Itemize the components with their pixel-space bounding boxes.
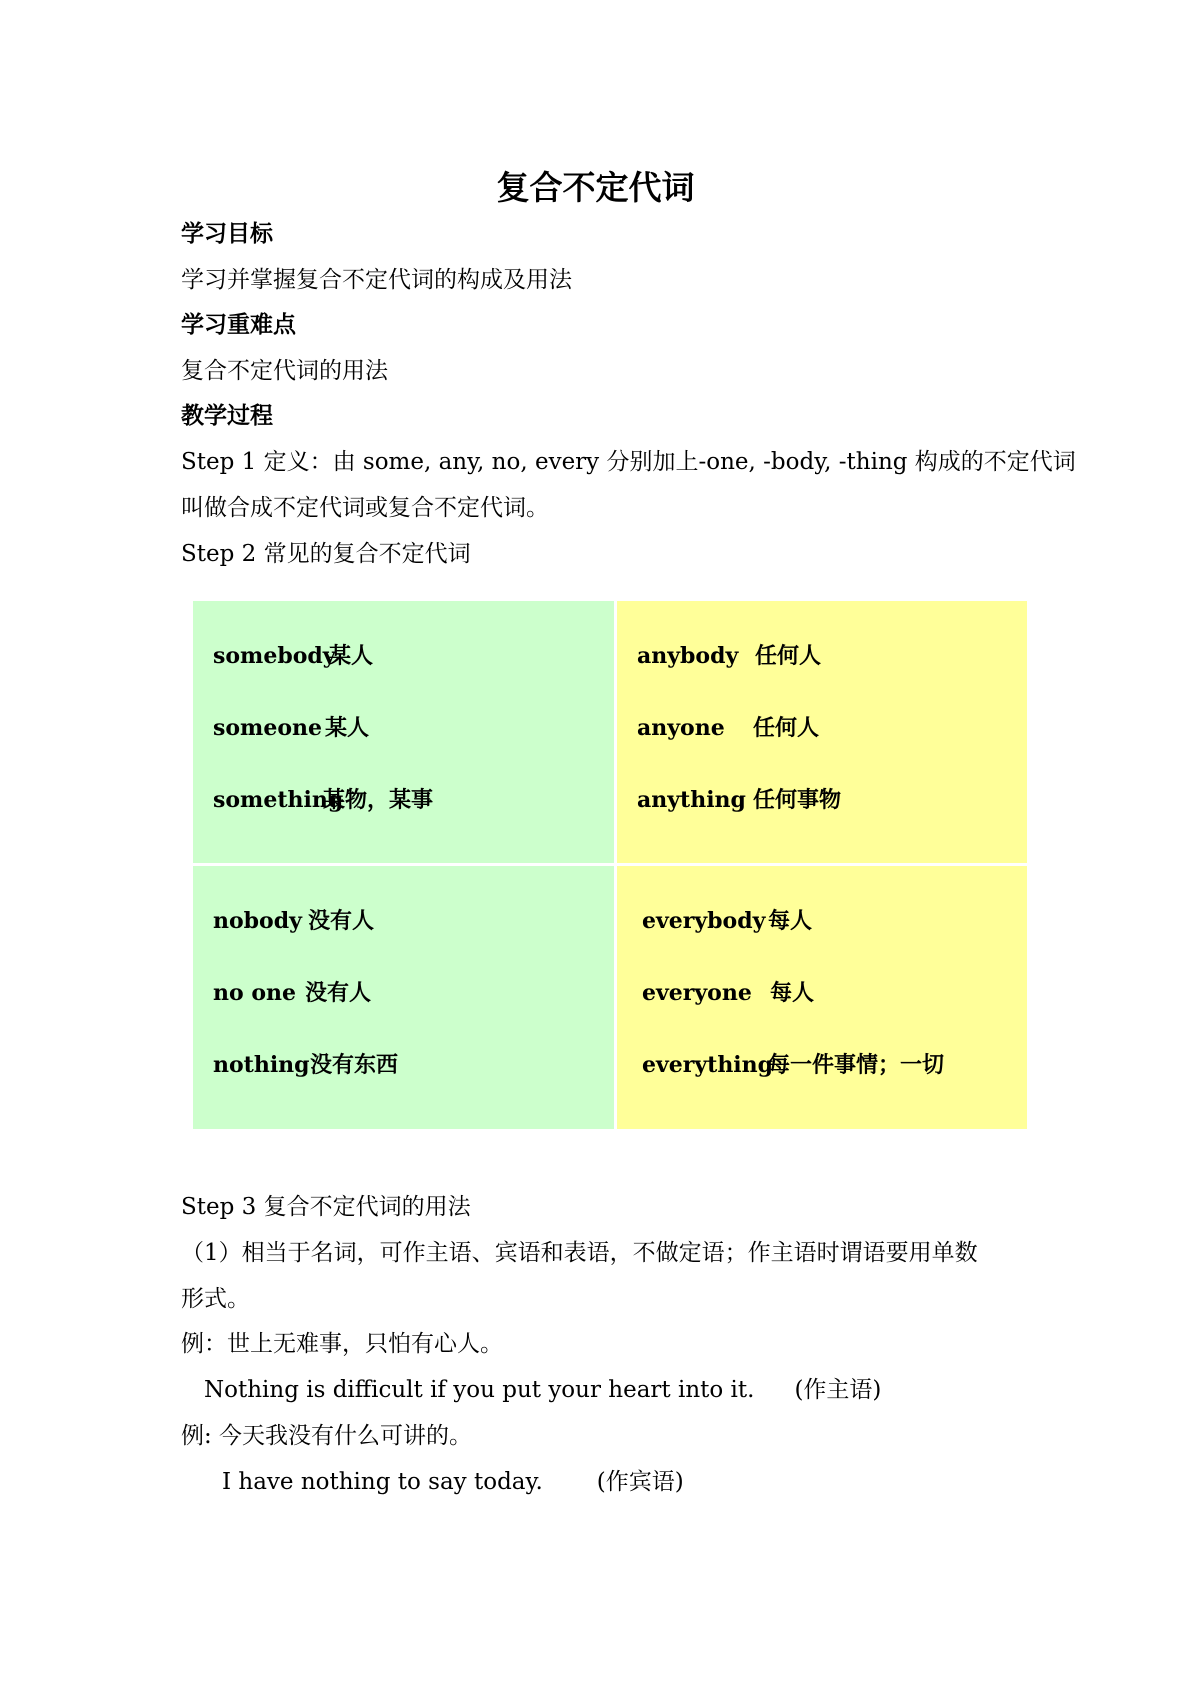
grid-item [642, 978, 814, 1008]
item-zh: 每人 [770, 980, 815, 1006]
item-zh: 任何事物 [753, 787, 842, 813]
item-zh: 某物，某事 [323, 787, 434, 813]
item-zh: 某人 [325, 715, 370, 741]
grid-cell-some [193, 601, 614, 863]
item-zh: 任何人 [753, 715, 820, 741]
grid-item [213, 906, 374, 936]
grid-item [213, 978, 371, 1008]
example1-label: 例：世上无难事，只怕有心人。 [181, 1331, 503, 1357]
grid-item [637, 785, 841, 815]
grid-cell-any [617, 601, 1027, 863]
item-zh: 没有人 [305, 980, 372, 1006]
item-en: nothing [213, 1052, 310, 1078]
item-en: no one [213, 980, 296, 1006]
item-en: nobody [213, 908, 302, 934]
grid-item [213, 785, 433, 815]
item-zh: 没有东西 [310, 1052, 399, 1078]
goal-heading: 学习目标 [181, 220, 273, 247]
example2-note: (作宾语) [596, 1469, 684, 1495]
grid-item [637, 641, 821, 671]
rule1-line1: （1）相当于名词，可作主语、宾语和表语，不做定语；作主语时谓语要用单数 [181, 1240, 978, 1266]
grid-item [642, 906, 812, 936]
goal-text: 学习并掌握复合不定代词的构成及用法 [181, 267, 572, 293]
example1-en: Nothing is difficult if you put your heart into it. [204, 1377, 755, 1403]
item-zh: 任何人 [755, 643, 822, 669]
example2-label: 例: 今天我没有什么可讲的。 [181, 1423, 473, 1449]
grid-item [642, 1050, 944, 1080]
grid-item [213, 713, 369, 743]
item-en: anybody [637, 643, 739, 669]
grid-item [637, 713, 819, 743]
step3-line: Step 3 复合不定代词的用法 [181, 1194, 471, 1220]
grid-cell-every [617, 866, 1027, 1129]
page-title: 复合不定代词 [496, 168, 695, 207]
grid-item [213, 641, 373, 671]
item-en: anything [637, 787, 746, 813]
item-zh: 某人 [329, 643, 374, 669]
difficulty-heading: 学习重难点 [181, 311, 296, 338]
item-zh: 每人 [768, 908, 813, 934]
item-en: something [213, 787, 344, 813]
grid-item [213, 1050, 398, 1080]
grid-cell-no [193, 866, 614, 1129]
step1-line2: 叫做合成不定代词或复合不定代词。 [181, 495, 549, 521]
rule1-line2: 形式。 [181, 1286, 250, 1312]
item-zh: 每一件事情；一切 [768, 1052, 945, 1078]
example1-sentence [204, 1374, 881, 1406]
item-en: anyone [637, 715, 725, 741]
step2-line: Step 2 常见的复合不定代词 [181, 541, 471, 567]
example1-note: (作主语) [794, 1377, 882, 1403]
difficulty-text: 复合不定代词的用法 [181, 358, 388, 384]
item-en: someone [213, 715, 323, 741]
item-en: everything [642, 1052, 774, 1078]
process-heading: 教学过程 [181, 402, 273, 429]
item-en: everyone [642, 980, 752, 1006]
item-en: everybody [642, 908, 766, 934]
pronoun-grid [193, 601, 1027, 1129]
step1-line1: Step 1 定义：由 some, any, no, every 分别加上-one, -body, -thing 构成的不定代词 [181, 449, 1076, 475]
item-en: somebody [213, 643, 336, 669]
item-zh: 没有人 [308, 908, 375, 934]
example2-sentence [222, 1466, 684, 1498]
example2-en: I have nothing to say today. [222, 1469, 543, 1495]
